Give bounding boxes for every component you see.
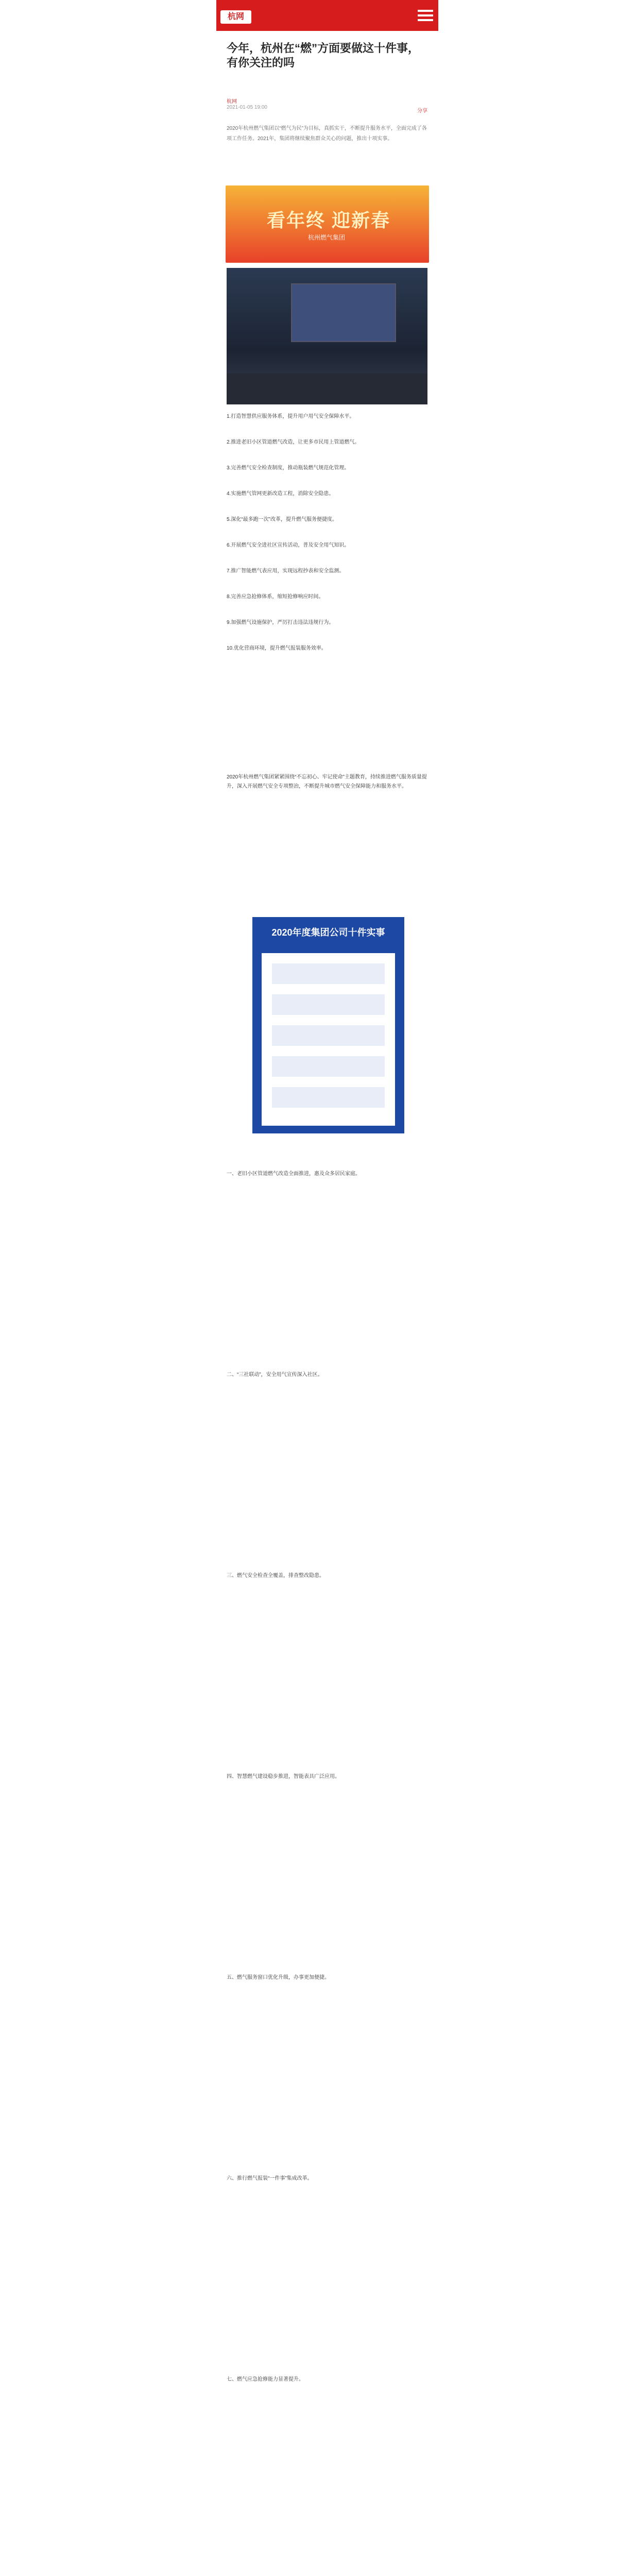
top-bar — [216, 0, 438, 31]
banner-image — [226, 185, 429, 263]
main-column — [216, 0, 438, 2576]
menu-icon[interactable] — [418, 7, 433, 23]
share-button[interactable]: 分享 — [417, 108, 427, 114]
item-2: 2.推进老旧小区管道燃气改造，让更多市民用上管道燃气。 — [227, 439, 360, 445]
site-logo[interactable] — [220, 8, 282, 24]
stage-screen — [291, 283, 396, 342]
banner-title: 看年终 迎新春 — [267, 210, 391, 231]
item-5: 5.深化“最多跑一次”改革，提升燃气服务便捷度。 — [227, 517, 337, 522]
event-photo — [227, 268, 427, 404]
achievement-1: 一、老旧小区管道燃气改造全面推进，惠及众多居民家庭。 — [227, 1171, 361, 1177]
article-date: 2021-01-05 19:00 — [227, 105, 267, 110]
item-6: 6.开展燃气安全进社区宣传活动，普及安全用气知识。 — [227, 543, 350, 548]
banner-subtitle: 杭州燃气集团 — [308, 234, 346, 241]
poster-image — [252, 917, 404, 1133]
achievement-4: 四、智慧燃气建设稳步推进，智能表具广泛应用。 — [227, 1774, 340, 1780]
item-7: 7.推广智能燃气表应用，实现远程抄表和安全监测。 — [227, 568, 345, 574]
achievement-3: 三、燃气安全检查全覆盖，排查整改隐患。 — [227, 1573, 324, 1579]
item-8: 8.完善应急抢修体系，缩短抢修响应时间。 — [227, 594, 324, 600]
audience — [227, 374, 427, 404]
logo-mark: 杭网 — [220, 10, 251, 24]
article-meta — [227, 97, 427, 114]
achievement-5: 五、燃气服务窗口优化升级，办事更加便捷。 — [227, 1975, 330, 1980]
article-title: 今年，杭州在“燃”方面要做这十件事，有你关注的吗 — [227, 42, 420, 69]
item-4: 4.实施燃气管网更新改造工程，消除安全隐患。 — [227, 491, 334, 497]
article-lead: 2020年杭州燃气集团以“燃气为民”为目标，真抓实干，不断提升服务水平，全面完成了各项工作任务。2021年，集团将继续聚焦群众关心的问题，推出十项实事。 — [227, 126, 427, 142]
achievement-7: 七、燃气应急抢修能力显著提升。 — [227, 2377, 304, 2382]
article-source[interactable]: 杭网 — [227, 99, 237, 105]
poster-card — [262, 953, 395, 1126]
summary-paragraph: 2020年杭州燃气集团紧紧围绕“不忘初心、牢记使命”主题教育，持续推进燃气服务质量提升，深入开展燃气安全专项整治，不断提升城市燃气安全保障能力和服务水平。 — [227, 774, 427, 789]
item-3: 3.完善燃气安全检查制度，推动瓶装燃气规范化管理。 — [227, 465, 350, 471]
poster-title: 2020年度集团公司十件实事 — [271, 927, 385, 938]
item-10: 10.优化营商环境，提升燃气报装服务效率。 — [227, 646, 327, 651]
item-1: 1.打造智慧供应服务体系，提升用户用气安全保障水平。 — [227, 414, 355, 419]
item-9: 9.加强燃气设施保护，严厉打击违法违规行为。 — [227, 620, 334, 625]
achievement-2: 二、“三社联动”，安全用气宣传深入社区。 — [227, 1372, 323, 1378]
achievement-6: 六、推行燃气报装“一件事”集成改革。 — [227, 2176, 313, 2181]
